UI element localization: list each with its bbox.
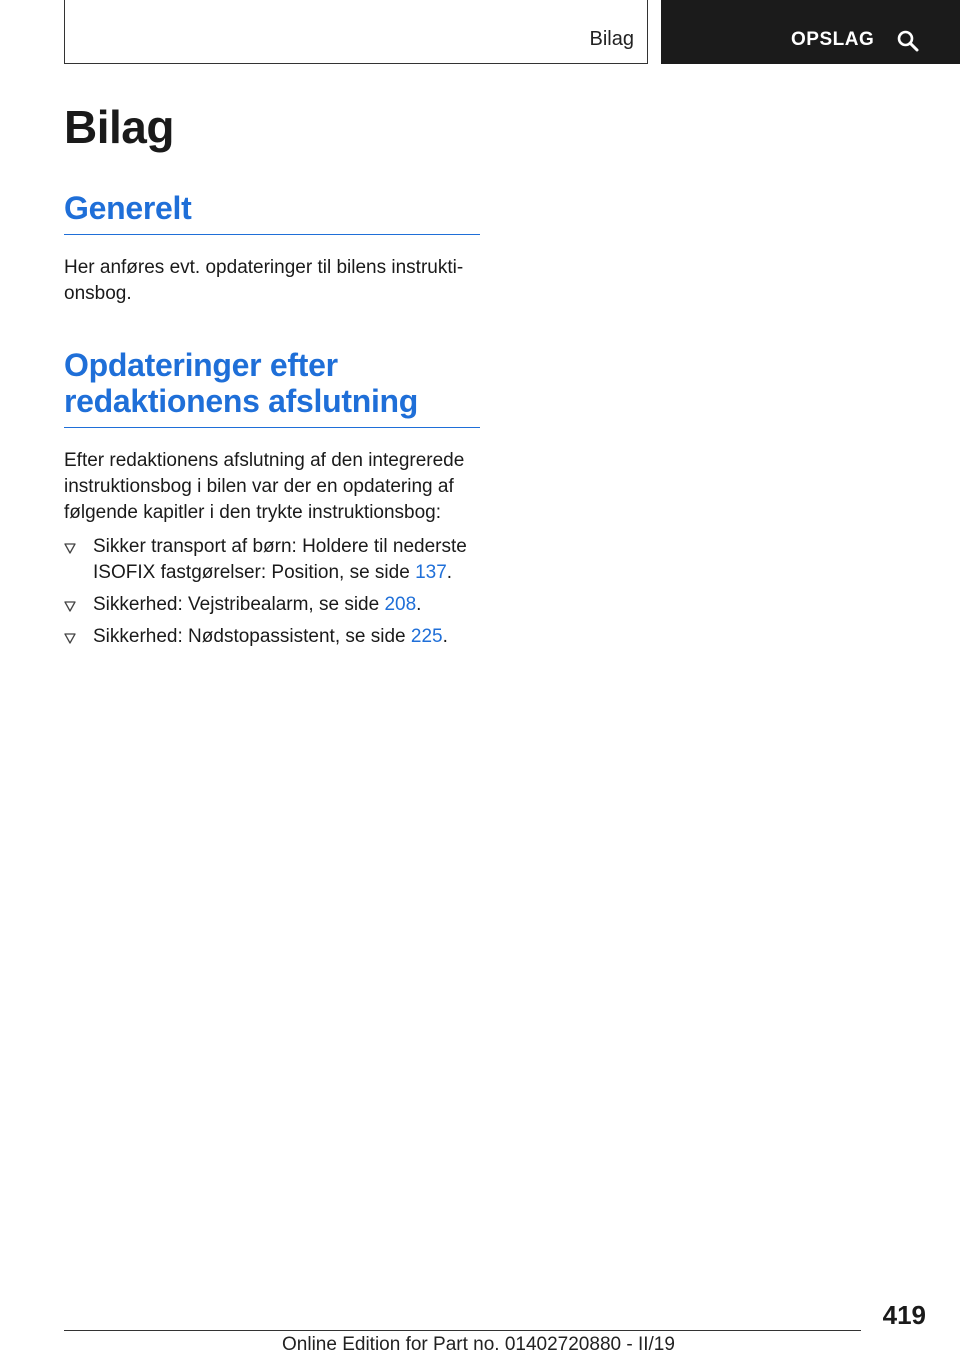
triangle-bullet-icon xyxy=(64,633,76,644)
page-link[interactable]: 208 xyxy=(384,594,417,615)
opdateringer-paragraph: Efter redaktionens afslutning af den integrerede instruktionsbog i bilen var der en opdatering af følgende kapitler i den trykte instruktionsbog: xyxy=(64,450,465,523)
page-title: Bilag xyxy=(64,101,174,153)
list-item-text: Sikkerhed: Vejstribealarm, se side xyxy=(93,594,385,615)
page-number: 419 xyxy=(882,1300,926,1330)
list-item: Sikker transport af børn: Holdere til nederste ISOFIX fastgørelser: Position, se side 137. xyxy=(64,534,480,586)
section-heading-generelt: Generelt xyxy=(64,190,480,235)
main-content xyxy=(64,98,480,656)
page-link[interactable]: 137 xyxy=(415,562,447,583)
list-item: Sikkerhed: Nødstopassistent, se side 225. xyxy=(64,624,480,650)
opslag-tab-label: OPSLAG xyxy=(791,29,875,50)
header-section-box xyxy=(64,0,648,64)
triangle-bullet-icon xyxy=(64,543,76,554)
search-icon xyxy=(896,29,920,53)
page-link[interactable]: 225 xyxy=(410,626,443,647)
opslag-tab[interactable] xyxy=(661,0,960,64)
footer-edition-text: Online Edition for Part no. 01402720880 - II/19 xyxy=(282,1334,675,1355)
list-item: Sikkerhed: Vejstribealarm, se side 208. xyxy=(64,592,480,618)
update-list xyxy=(64,534,480,650)
generelt-paragraph: Her anføres evt. opdateringer til bilens instruktionsbog. xyxy=(64,257,464,304)
header-section-label: Bilag xyxy=(589,28,634,50)
section-heading-opdateringer: Opdateringer efter redaktionens afslutning xyxy=(64,347,480,428)
triangle-bullet-icon xyxy=(64,601,76,612)
list-item-text: Sikker transport af børn: Holdere til nederste ISOFIX fastgørelser: Position, se side xyxy=(93,536,467,583)
footer-divider xyxy=(64,1330,861,1331)
list-item-text: Sikkerhed: Nødstopassistent, se side xyxy=(93,626,411,647)
